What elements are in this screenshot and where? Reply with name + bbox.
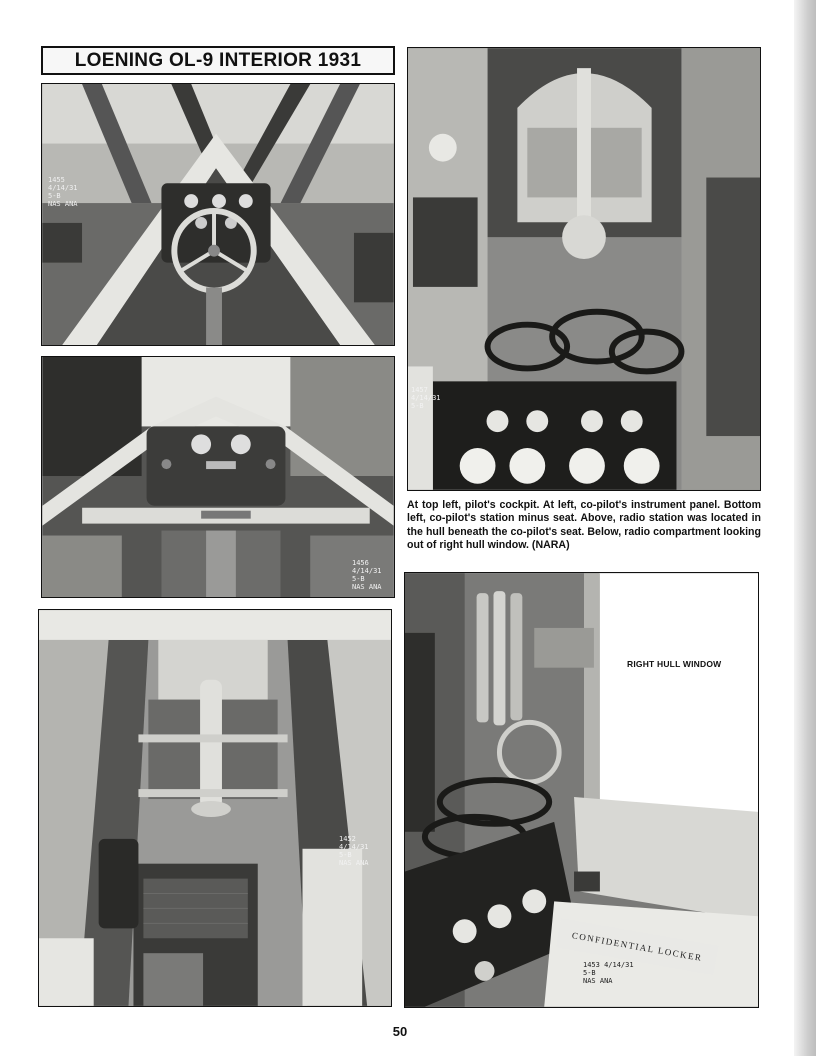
right-hull-window-label: RIGHT HULL WINDOW bbox=[627, 659, 722, 669]
radio-station-image bbox=[408, 48, 760, 490]
photo-copilot-station bbox=[38, 609, 392, 1007]
confidential-locker-sign: CONFIDENTIAL LOCKER bbox=[556, 918, 719, 975]
negative-mark: 1456 4/14/31 5-B NAS ANA bbox=[352, 559, 382, 591]
page-edge-shadow bbox=[794, 0, 816, 1056]
negative-mark: 1453 4/14/31 5-B NAS ANA bbox=[583, 961, 634, 985]
photo-caption: At top left, pilot's cockpit. At left, co-pilot's instrument panel. Bottom left, co-pilot's station minus seat. Above, radio station was located in the hull beneath the co-pilot's seat. Below, radio compartment looking out of right hull window. (NARA) bbox=[407, 499, 761, 552]
negative-mark: 1457 4/14/31 5-B bbox=[411, 386, 441, 410]
copilot-station-image bbox=[39, 610, 391, 1006]
page-number: 50 bbox=[392, 1024, 408, 1039]
negative-mark: 1452 4/14/31 5-B NAS ANA bbox=[339, 835, 369, 867]
negative-mark: 1455 4/14/31 5-B NAS ANA bbox=[48, 176, 78, 208]
copilot-panel-image bbox=[42, 357, 394, 597]
photo-radio-compartment bbox=[404, 572, 759, 1008]
photo-radio-station bbox=[407, 47, 761, 491]
photo-pilot-cockpit bbox=[41, 83, 395, 346]
pilot-cockpit-image bbox=[42, 84, 394, 345]
photo-copilot-panel bbox=[41, 356, 395, 598]
page-title: LOENING OL-9 INTERIOR 1931 bbox=[41, 46, 395, 75]
